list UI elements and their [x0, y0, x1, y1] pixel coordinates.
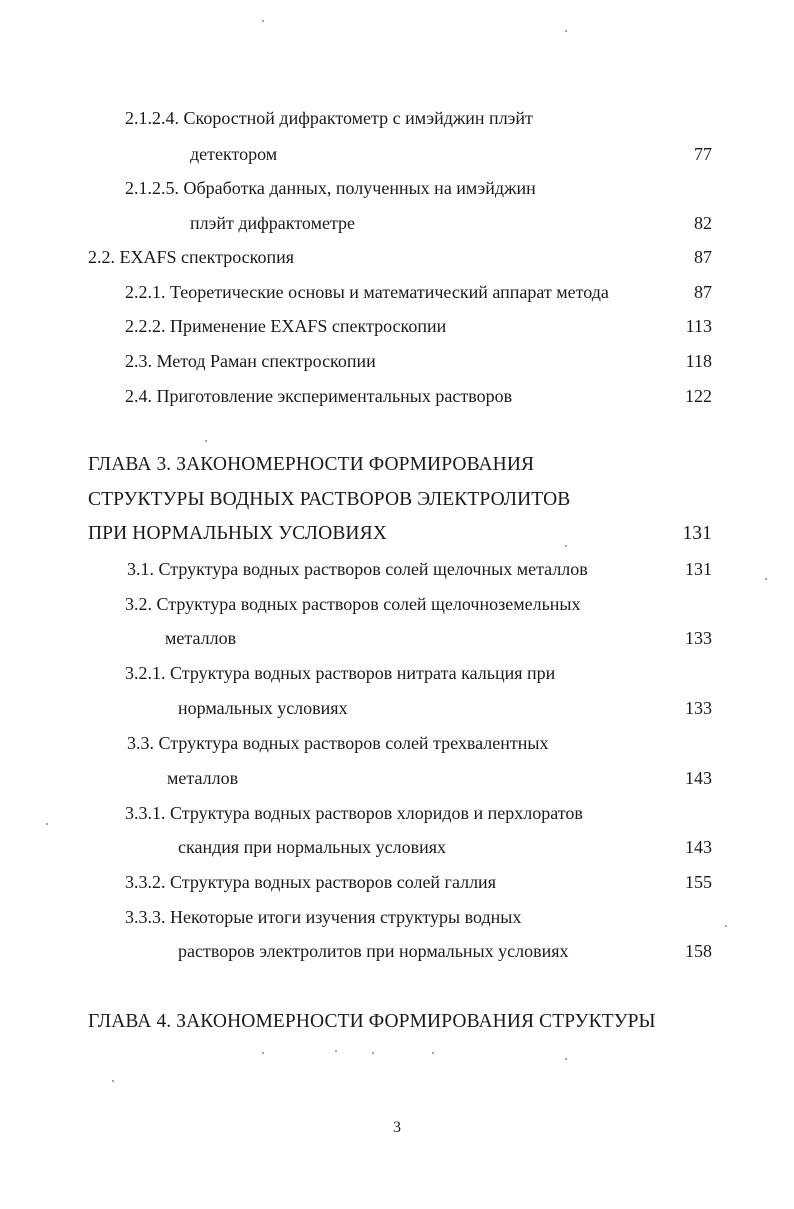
scan-speck: [205, 440, 207, 442]
scan-speck: [46, 823, 48, 825]
toc-page-number: 77: [694, 144, 712, 164]
toc-chapter-3-heading: [0, 450, 794, 480]
toc-entry-title: 3.1. Структура водных растворов солей щелочных металлов: [127, 559, 588, 579]
toc-entry-title: 3.3. Структура водных растворов солей трехвалентных: [127, 733, 549, 753]
toc-chapter-title: ГЛАВА 4. ЗАКОНОМЕРНОСТИ ФОРМИРОВАНИЯ СТРУКТУРЫ: [88, 1011, 656, 1032]
scan-speck: [765, 578, 767, 580]
toc-page-number: 118: [685, 351, 712, 371]
scan-speck: [565, 30, 567, 32]
toc-page-number: 143: [685, 768, 712, 788]
toc-entry-2-1-2-4: [0, 103, 794, 133]
toc-page-number: 122: [685, 386, 712, 406]
scan-speck: [262, 20, 264, 22]
toc-entry-title: 3.2. Структура водных растворов солей щелочноземельных: [125, 594, 581, 614]
toc-entry-title: растворов электролитов при нормальных условиях: [178, 941, 569, 961]
toc-entry-3-2-cont: [0, 623, 794, 653]
page-number: 3: [393, 1119, 401, 1136]
toc-page-number: 155: [685, 872, 712, 892]
scan-speck: [725, 925, 727, 927]
toc-entry-3-2-1: [0, 658, 794, 688]
toc-entry-title: плэйт дифрактометре: [190, 213, 356, 233]
toc-chapter-3-heading-end: [0, 519, 794, 549]
toc-entry-title: 3.3.1. Структура водных растворов хлоридов и перхлоратов: [125, 803, 583, 823]
toc-entry-2-3: [0, 346, 794, 376]
toc-entry-3-3-1: [0, 798, 794, 828]
toc-entry-3-3-cont: [0, 763, 794, 793]
toc-entry-title: 3.2.1. Структура водных растворов нитрата кальция при: [125, 663, 556, 683]
toc-entry-title: 2.1.2.4. Скоростной дифрактометр с имэйджин плэйт: [125, 108, 533, 128]
scan-speck: [112, 1080, 114, 1082]
toc-chapter-title: ГЛАВА 3. ЗАКОНОМЕРНОСТИ ФОРМИРОВАНИЯ: [88, 454, 535, 475]
scan-speck: [262, 1052, 264, 1054]
toc-chapter-3-heading-cont: [0, 485, 794, 515]
toc-entry-title: 2.1.2.5. Обработка данных, полученных на имэйджин: [125, 178, 536, 198]
toc-entry-2-2: [0, 242, 794, 272]
toc-page-number: 87: [694, 282, 712, 302]
toc-entry-title: металлов: [165, 628, 237, 648]
toc-page-number: 82: [694, 213, 712, 233]
toc-entry-title: металлов: [167, 768, 239, 788]
toc-entry-2-4: [0, 381, 794, 411]
toc-page-number: 133: [685, 628, 712, 648]
toc-entry-2-1-2-5: [0, 173, 794, 203]
toc-chapter-title: ПРИ НОРМАЛЬНЫХ УСЛОВИЯХ: [88, 523, 387, 544]
toc-page-number: 87: [694, 247, 712, 267]
toc-chapter-title: СТРУКТУРЫ ВОДНЫХ РАСТВОРОВ ЭЛЕКТРОЛИТОВ: [88, 489, 571, 510]
toc-page-number: 113: [685, 316, 712, 336]
toc-entry-title: 2.2. EXAFS спектроскопия: [88, 247, 295, 267]
toc-page-number: 131: [685, 559, 712, 579]
toc-entry-3-3-1-cont: [0, 832, 794, 862]
toc-entry-title: скандия при нормальных условиях: [178, 837, 446, 857]
toc-entry-3-2-1-cont: [0, 693, 794, 723]
toc-entry-title: 2.2.1. Теоретические основы и математический аппарат метода: [125, 282, 609, 302]
toc-entry-title: 2.2.2. Применение EXAFS спектроскопии: [125, 316, 447, 336]
toc-entry-title: 2.4. Приготовление экспериментальных растворов: [125, 386, 513, 406]
toc-entry-title: детектором: [190, 144, 278, 164]
toc-entry-3-3-2: [0, 867, 794, 897]
toc-entry-2-2-2: [0, 311, 794, 341]
scan-speck: [432, 1052, 434, 1054]
toc-entry-2-1-2-5-cont: [0, 208, 794, 238]
toc-page-number: 133: [685, 698, 712, 718]
toc-entry-3-3-3: [0, 902, 794, 932]
toc-entry-title: 3.3.3. Некоторые итоги изучения структуры водных: [125, 907, 522, 927]
toc-entry-3-1: [0, 554, 794, 584]
toc-entry-3-2: [0, 589, 794, 619]
toc-page-number: 143: [685, 837, 712, 857]
toc-entry-title: 2.3. Метод Раман спектроскопии: [125, 351, 376, 371]
toc-entry-title: 3.3.2. Структура водных растворов солей галлия: [125, 872, 496, 892]
scan-speck: [565, 545, 567, 547]
toc-entry-2-1-2-4-cont: [0, 139, 794, 169]
scan-speck: [335, 1050, 337, 1052]
scan-speck: [372, 1052, 374, 1054]
toc-entry-3-3-3-cont: [0, 936, 794, 966]
toc-entry-3-3: [0, 728, 794, 758]
toc-chapter-4-heading: [0, 1007, 794, 1037]
toc-page-number: 158: [685, 941, 712, 961]
toc-page-number: 131: [682, 523, 712, 544]
toc-entry-title: нормальных условиях: [178, 698, 348, 718]
scan-speck: [565, 1058, 567, 1060]
toc-entry-2-2-1: [0, 277, 794, 307]
